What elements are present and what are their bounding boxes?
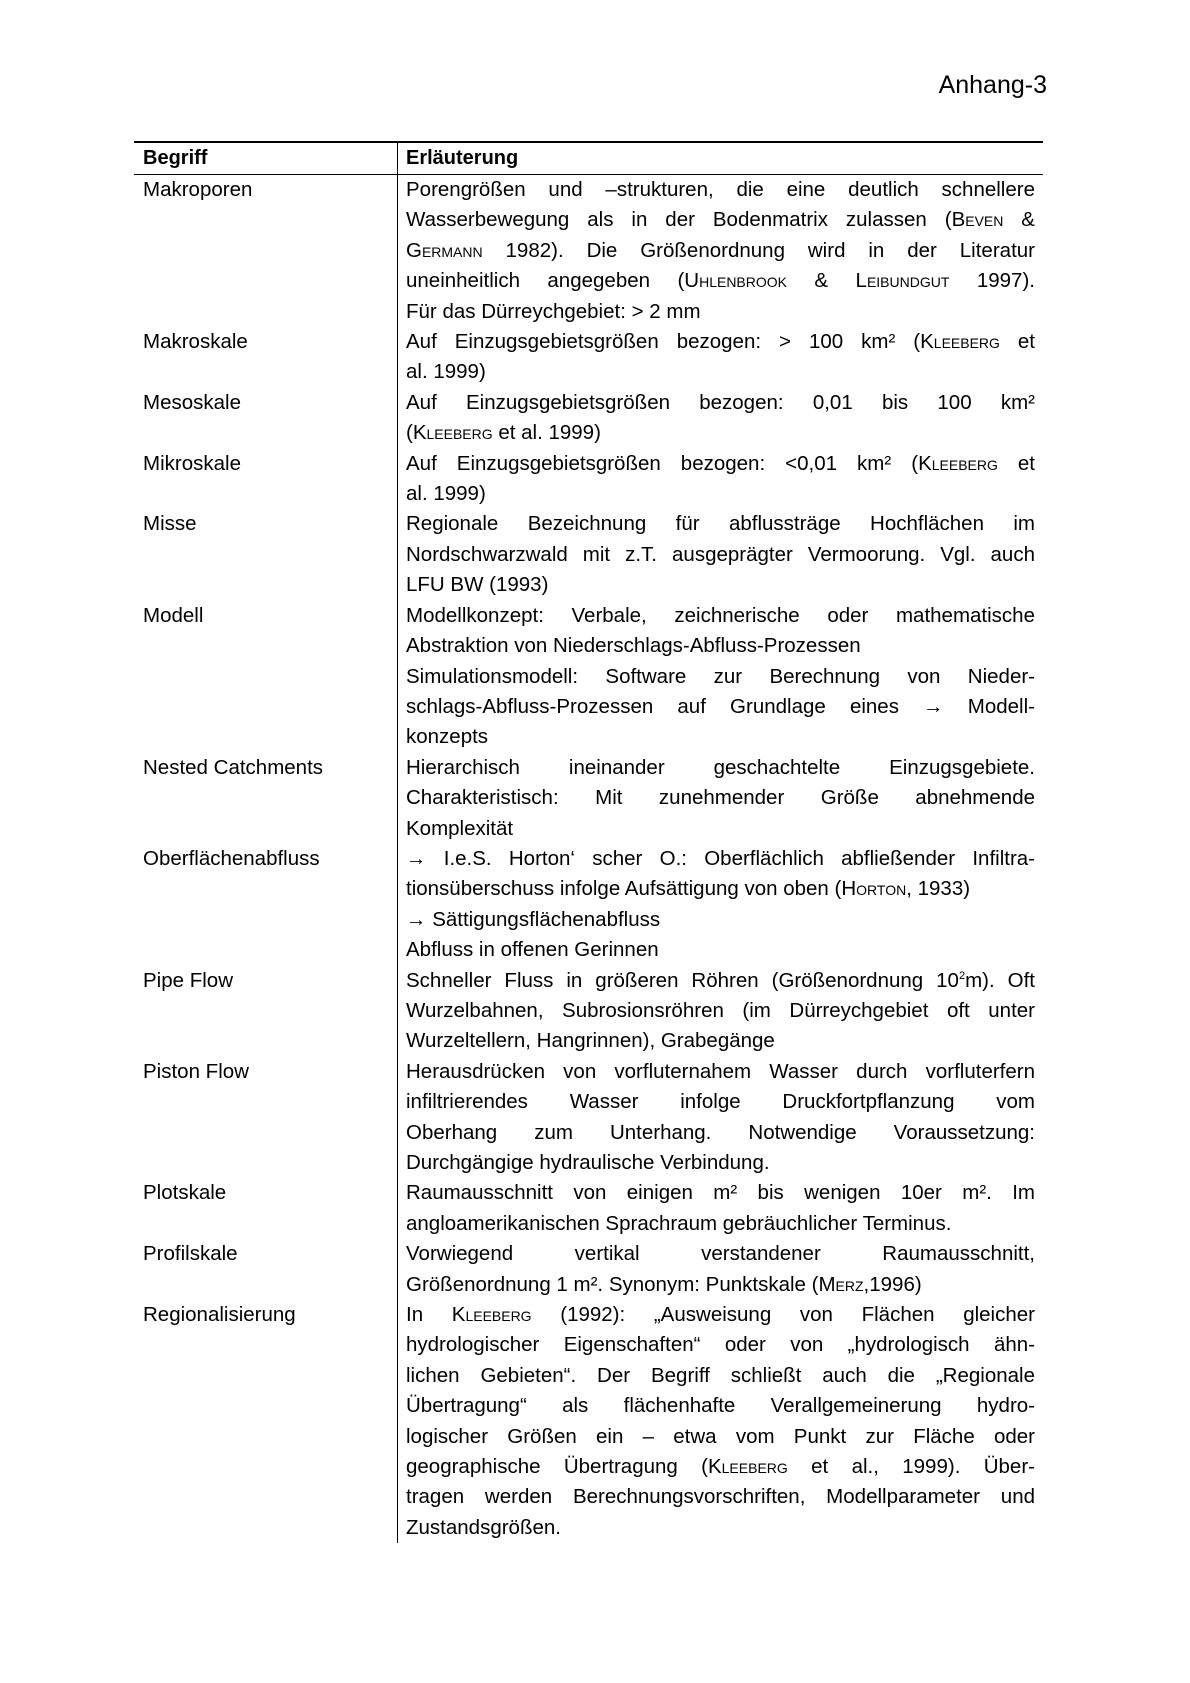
explanation-cell (397, 601, 1043, 753)
column-header-explanation: Erläuterung (397, 143, 1043, 174)
term-cell: Mesoskale (143, 390, 241, 414)
explanation-line: Zustandsgrößen. (406, 1515, 561, 1539)
explanation-cell (397, 1300, 1043, 1543)
explanation-line: Hierarchisch ineinander geschachtelte Einzugsgebiete. (406, 755, 1035, 779)
explanation-line: Charakteristisch: Mit zunehmender Größe abnehmende (406, 786, 1035, 810)
explanation-line: uneinheitlich angegeben (Uhlenbrook & Leibundgut 1997). (406, 269, 1035, 293)
term-cell: Misse (143, 512, 197, 536)
explanation-line: Wurzeltellern, Hangrinnen), Grabegänge (406, 1029, 775, 1053)
table-body (134, 175, 1043, 1543)
table-row (134, 1178, 1043, 1239)
explanation-line: angloamerikanischen Sprachraum gebräuchlicher Terminus. (406, 1211, 952, 1235)
term-cell: Profilskale (143, 1242, 238, 1266)
explanation-line: → I.e.S. Horton‘ scher O.: Oberflächlich abfließender Infiltra- (406, 846, 1035, 870)
term-cell: Plotskale (143, 1181, 227, 1205)
table-row (134, 1057, 1043, 1179)
explanation-cell (397, 1239, 1043, 1300)
term-cell: Oberflächenabfluss (143, 846, 320, 870)
explanation-line: tionsüberschuss infolge Aufsättigung von oben (Horton, 1933) (406, 877, 971, 901)
explanation-line: Auf Einzugsgebietsgrößen bezogen: > 100 km² (Kleeberg et (406, 330, 1035, 354)
explanation-line: lichen Gebieten“. Der Begriff schließt auch die „Regionale (406, 1363, 1035, 1387)
explanation-line: In Kleeberg (1992): „Ausweisung von Flächen gleicher (406, 1303, 1035, 1327)
page-header: Anhang-3 (938, 71, 1047, 99)
explanation-line: infiltrierendes Wasser infolge Druckfortpflanzung vom (406, 1090, 1035, 1114)
table-row (134, 1239, 1043, 1300)
table-row (134, 509, 1043, 600)
explanation-line: al. 1999) (406, 360, 486, 384)
explanation-line: Für das Dürreychgebiet: > 2 mm (406, 299, 701, 323)
term-cell: Pipe Flow (143, 968, 234, 992)
explanation-line: Schneller Fluss in größeren Röhren (Größenordnung $10^2m$). Oft (406, 968, 1035, 992)
table-row (134, 753, 1043, 844)
term-cell: Regionalisierung (143, 1303, 296, 1327)
term-cell: Modell (143, 603, 204, 627)
explanation-line: Nordschwarzwald mit z.T. ausgeprägter Vermoorung. Vgl. auch (406, 542, 1035, 566)
table-row (134, 601, 1043, 753)
explanation-cell (397, 175, 1043, 327)
explanation-line: schlags-Abfluss-Prozessen auf Grundlage eines → Modell- (406, 694, 1035, 718)
explanation-line: geographische Übertragung (Kleeberg et al., 1999). Über- (406, 1455, 1035, 1479)
explanation-line: konzepts (406, 725, 489, 749)
explanation-cell (397, 509, 1043, 600)
explanation-line: Oberhang zum Unterhang. Notwendige Voraussetzung: (406, 1120, 1035, 1144)
explanation-line: Vorwiegend vertikal verstandener Raumausschnitt, (406, 1242, 1035, 1266)
explanation-line: LFU BW (1993) (406, 573, 549, 597)
explanation-line: hydrologischer Eigenschaften“ oder von „hydrologisch ähn- (406, 1333, 1035, 1357)
column-header-term: Begriff (143, 147, 208, 169)
explanation-cell (397, 966, 1043, 1057)
explanation-line: logischer Größen ein – etwa vom Punkt zur Fläche oder (406, 1424, 1035, 1448)
explanation-cell (397, 753, 1043, 844)
table-row (134, 1300, 1043, 1543)
glossary-table (134, 141, 1043, 1543)
explanation-line: Auf Einzugsgebietsgrößen bezogen: 0,01 bis 100 km² (406, 390, 1035, 414)
explanation-line: Modellkonzept: Verbale, zeichnerische oder mathematische (406, 603, 1035, 627)
explanation-line: Wurzelbahnen, Subrosionsröhren (im Dürreychgebiet oft unter (406, 998, 1035, 1022)
explanation-line: al. 1999) (406, 482, 486, 506)
explanation-line: Durchgängige hydraulische Verbindung. (406, 1151, 770, 1174)
table-row (134, 449, 1043, 510)
explanation-cell (397, 1178, 1043, 1239)
explanation-line: Porengrößen und –strukturen, die eine deutlich schnellere (406, 178, 1035, 201)
explanation-cell (397, 327, 1043, 388)
explanation-line: Abfluss in offenen Gerinnen (406, 938, 659, 962)
explanation-line: Komplexität (406, 816, 514, 840)
explanation-line: Auf Einzugsgebietsgrößen bezogen: <0,01 km² (Kleeberg et (406, 451, 1035, 475)
table-row (134, 966, 1043, 1057)
explanation-line: tragen werden Berechnungsvorschriften, Modellparameter und (406, 1485, 1035, 1509)
term-cell: Mikroskale (143, 451, 241, 475)
term-cell: Makroporen (143, 178, 253, 201)
table-row (134, 175, 1043, 327)
explanation-line: (Kleeberg et al. 1999) (406, 421, 601, 445)
explanation-line: Herausdrücken von vorfluternahem Wasser durch vorfluterfern (406, 1059, 1035, 1083)
table-row (134, 388, 1043, 449)
explanation-line: → Sättigungsflächenabfluss (406, 907, 661, 931)
explanation-line: Wasserbewegung als in der Bodenmatrix zulassen (Beven & (406, 208, 1035, 232)
term-cell: Piston Flow (143, 1059, 249, 1083)
explanation-cell (397, 844, 1043, 966)
explanation-line: Größenordnung 1 m². Synonym: Punktskale (Merz,1996) (406, 1272, 922, 1296)
explanation-line: Germann 1982). Die Größenordnung wird in der Literatur (406, 238, 1035, 262)
table-row (134, 844, 1043, 966)
term-cell: Nested Catchments (143, 755, 324, 779)
explanation-line: Simulationsmodell: Software zur Berechnung von Nieder- (406, 664, 1035, 688)
explanation-cell (397, 449, 1043, 510)
explanation-line: Übertragung“ als flächenhafte Verallgemeinerung hydro- (406, 1394, 1035, 1418)
explanation-cell (397, 1057, 1043, 1179)
explanation-line: Raumausschnitt von einigen m² bis wenigen 10er m². Im (406, 1181, 1035, 1205)
term-cell: Makroskale (143, 330, 248, 354)
table-row (134, 327, 1043, 388)
explanation-line: Regionale Bezeichnung für abflussträge Hochflächen im (406, 512, 1035, 536)
explanation-line: Abstraktion von Niederschlags-Abfluss-Prozessen (406, 634, 861, 658)
table-header-row (134, 141, 1043, 175)
explanation-cell (397, 388, 1043, 449)
